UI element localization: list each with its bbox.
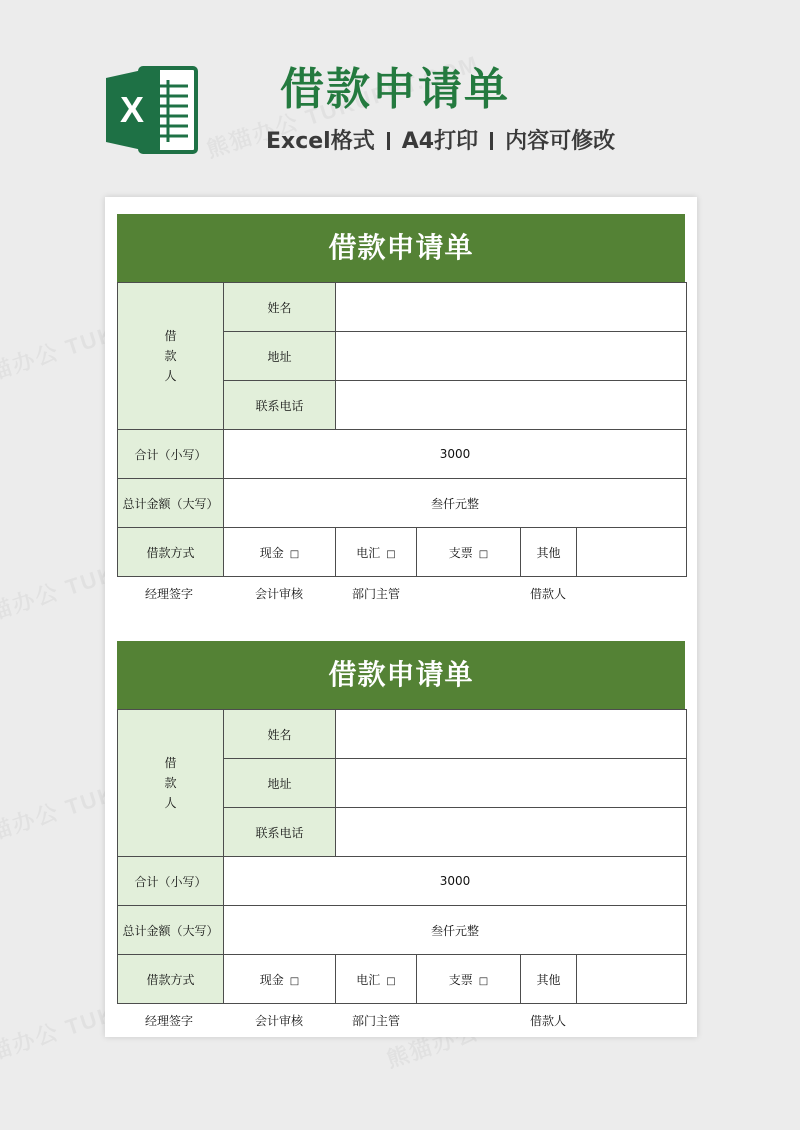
- divider: [490, 132, 493, 150]
- checkbox-icon[interactable]: □: [478, 548, 489, 560]
- loan-form-1: [117, 214, 685, 611]
- form-title: 借款申请单: [117, 641, 685, 709]
- checkbox-icon[interactable]: □: [289, 975, 300, 987]
- logo-letter: X: [119, 89, 145, 130]
- phone-field[interactable]: [336, 381, 687, 430]
- manager-signature-label: 经理签字: [145, 587, 194, 601]
- method-other-label: 其他: [521, 955, 577, 1004]
- method-label: 借款方式: [118, 528, 224, 577]
- total-small-label: 合计（小写）: [118, 430, 224, 479]
- excel-logo-icon: [104, 62, 200, 158]
- form-title: 借款申请单: [117, 214, 685, 282]
- name-label: 姓名: [224, 283, 336, 332]
- checkbox-icon[interactable]: □: [289, 548, 300, 560]
- department-head-signature-label: 部门主管: [352, 587, 401, 601]
- address-label: 地址: [224, 332, 336, 381]
- subtitle-print: A4打印: [401, 129, 479, 154]
- total-big-field[interactable]: 叁仟元整: [224, 906, 687, 955]
- manager-signature-label: 经理签字: [145, 1014, 194, 1028]
- subtitle-format: Excel格式: [266, 129, 375, 154]
- table-row: [118, 283, 687, 332]
- form-table: [117, 282, 687, 577]
- method-cash-option[interactable]: 现金 □: [224, 955, 336, 1004]
- name-label: 姓名: [224, 710, 336, 759]
- checkbox-icon[interactable]: □: [386, 975, 396, 987]
- table-row: [118, 955, 687, 1004]
- address-label: 地址: [224, 759, 336, 808]
- method-wire-option[interactable]: 电汇 □: [336, 528, 417, 577]
- checkbox-icon[interactable]: □: [386, 548, 396, 560]
- signature-row: [117, 1004, 685, 1038]
- method-other-label: 其他: [521, 528, 577, 577]
- method-cash-option[interactable]: 现金 □: [224, 528, 336, 577]
- borrower-label: 借 款 人: [118, 283, 224, 430]
- signature-row: [117, 577, 685, 611]
- method-label: 借款方式: [118, 955, 224, 1004]
- checkbox-icon[interactable]: □: [478, 975, 489, 987]
- table-row: [118, 906, 687, 955]
- table-row: [118, 528, 687, 577]
- borrower-label: 借 款 人: [118, 710, 224, 857]
- borrower-signature-label: 借款人: [530, 587, 567, 601]
- document-sheet: [105, 197, 697, 1037]
- table-row: [118, 479, 687, 528]
- accountant-signature-label: 会计审核: [255, 587, 304, 601]
- total-small-field[interactable]: 3000: [224, 857, 687, 906]
- total-small-field[interactable]: 3000: [224, 430, 687, 479]
- name-field[interactable]: [336, 710, 687, 759]
- total-small-label: 合计（小写）: [118, 857, 224, 906]
- name-field[interactable]: [336, 283, 687, 332]
- method-wire-option[interactable]: 电汇 □: [336, 955, 417, 1004]
- form-table: [117, 709, 687, 1004]
- loan-form-2: [117, 641, 685, 1038]
- phone-label: 联系电话: [224, 381, 336, 430]
- accountant-signature-label: 会计审核: [255, 1014, 304, 1028]
- table-row: [118, 710, 687, 759]
- phone-field[interactable]: [336, 808, 687, 857]
- page-title: 借款申请单: [280, 64, 510, 115]
- method-check-option[interactable]: 支票 □: [417, 955, 521, 1004]
- total-big-label: 总计金额（大写）: [118, 479, 224, 528]
- total-big-label: 总计金额（大写）: [118, 906, 224, 955]
- table-row: [118, 857, 687, 906]
- method-other-field[interactable]: [577, 528, 687, 577]
- page-subtitle: [266, 124, 615, 160]
- borrower-signature-label: 借款人: [530, 1014, 567, 1028]
- department-head-signature-label: 部门主管: [352, 1014, 401, 1028]
- address-field[interactable]: [336, 332, 687, 381]
- phone-label: 联系电话: [224, 808, 336, 857]
- total-big-field[interactable]: 叁仟元整: [224, 479, 687, 528]
- table-row: [118, 430, 687, 479]
- subtitle-editable: 内容可修改: [505, 129, 616, 154]
- method-check-option[interactable]: 支票 □: [417, 528, 521, 577]
- divider: [387, 132, 390, 150]
- address-field[interactable]: [336, 759, 687, 808]
- method-other-field[interactable]: [577, 955, 687, 1004]
